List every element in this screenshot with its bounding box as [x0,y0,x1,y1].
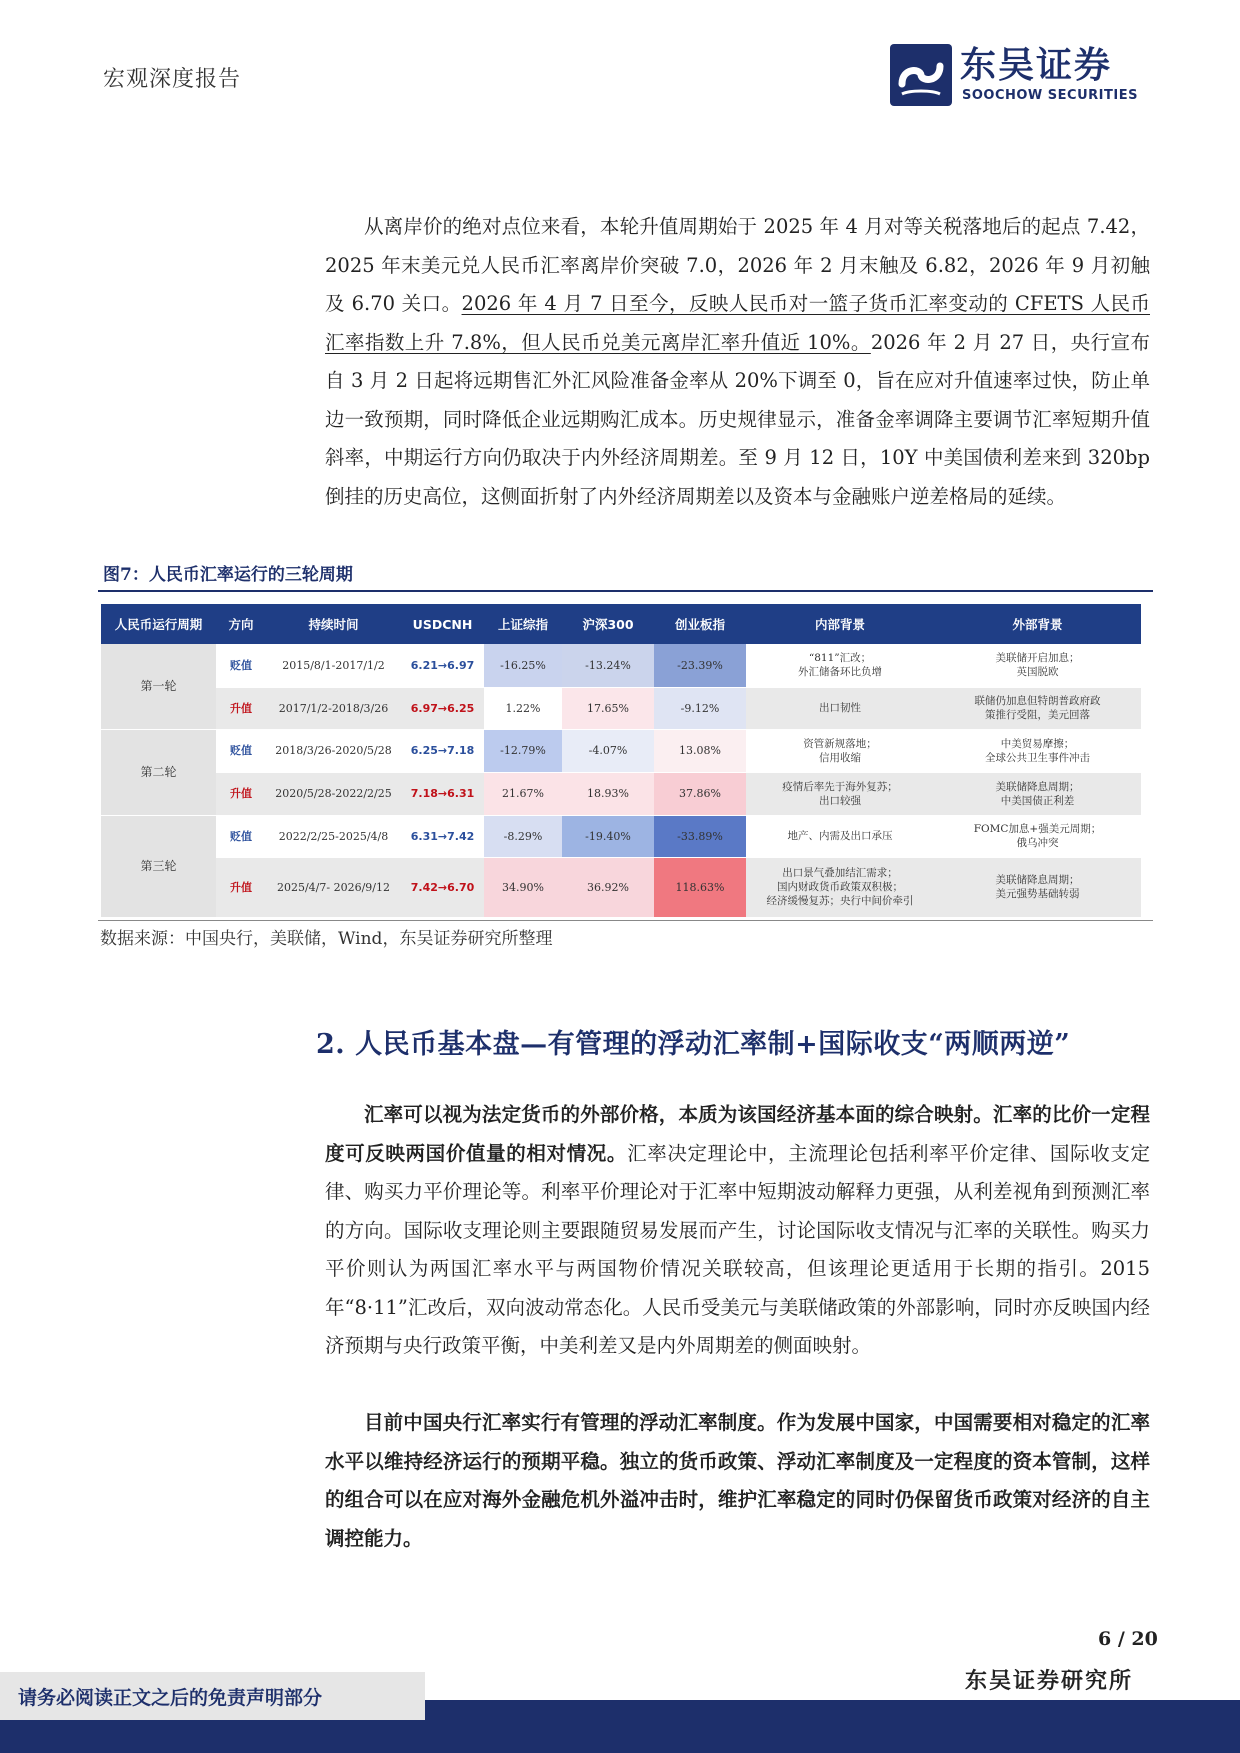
body-paragraph-1 [325,208,1150,516]
col-header: 人民币运行周期 [101,604,216,644]
direction-cell: 升值 [216,687,266,729]
logo-text-cn: 东吴证券 [960,45,1113,86]
period-cell: 2020/5/28-2022/2/25 [266,772,401,815]
round-label: 第一轮 [101,644,216,729]
chinext-cell: -33.89% [654,815,746,857]
chinext-cell: -23.39% [654,644,746,687]
direction-cell: 贬值 [216,815,266,857]
external-bg-cell: 美联储降息周期； 美元强势基础转弱 [934,857,1141,917]
figure-source: 数据来源：中国央行，美联储，Wind，东吴证券研究所整理 [100,929,553,949]
internal-bg-cell: “811”汇改； 外汇储备环比负增 [746,644,934,687]
internal-bg-cell: 资管新规落地； 信用收缩 [746,729,934,772]
usdcnh-cell: 6.25→7.18 [401,729,484,772]
col-header: 外部背景 [934,604,1141,644]
col-header: 方向 [216,604,266,644]
direction-cell: 升值 [216,857,266,917]
para3-bold: 目前中国央行汇率实行有管理的浮动汇率制度。作为发展中国家，中国需要相对稳定的汇率水平以维持经济运行的预期平稳。独立的货币政策、浮动汇率制度及一定程度的资本管制，这样的组合可以在应对海外金融危机外溢冲击时，维护汇率稳定的同时仍保留货币政策对经济的自主调控能力。 [325,1411,1150,1550]
internal-bg-cell: 地产、内需及出口承压 [746,815,934,857]
external-bg-cell: 中美贸易摩擦； 全球公共卫生事件冲击 [934,729,1141,772]
table-row [101,729,1141,772]
csi300-cell: -4.07% [562,729,654,772]
csi300-cell: -13.24% [562,644,654,687]
figure-top-rule [98,590,1153,592]
sse-cell: 21.67% [484,772,562,815]
csi300-cell: 17.65% [562,687,654,729]
usdcnh-cell: 7.18→6.31 [401,772,484,815]
disclaimer-text: 请务必阅读正文之后的免责声明部分 [18,1687,323,1709]
table-row [101,644,1141,687]
round-label: 第二轮 [101,729,216,815]
col-header: USDCNH [401,604,484,644]
page-number: 6 / 20 [1098,1628,1158,1650]
col-header: 持续时间 [266,604,401,644]
csi300-cell: 36.92% [562,857,654,917]
chinext-cell: 37.86% [654,772,746,815]
disclaimer-banner [0,1672,425,1720]
round-label: 第三轮 [101,815,216,917]
sse-cell: -8.29% [484,815,562,857]
period-cell: 2015/8/1-2017/1/2 [266,644,401,687]
table-row [101,815,1141,857]
chinext-cell: 13.08% [654,729,746,772]
table-row [101,772,1141,815]
logo-text-en: SOOCHOW SECURITIES [962,88,1138,103]
internal-bg-cell: 出口韧性 [746,687,934,729]
sse-cell: -12.79% [484,729,562,772]
footer-organization: 东吴证券研究所 [965,1668,1134,1694]
usdcnh-cell: 6.31→7.42 [401,815,484,857]
rmb-cycle-table [101,604,1141,918]
period-cell: 2025/4/7- 2026/9/12 [266,857,401,917]
external-bg-cell: 美联储降息周期； 中美国债正利差 [934,772,1141,815]
chinext-cell: 118.63% [654,857,746,917]
para2-bold: 汇率可以视为法定货币的外部价格，本质为该国经济基本面的综合映射。汇率的比价一定程度可反映两国价值量的相对情况。 [325,1103,1150,1165]
direction-cell: 贬值 [216,729,266,772]
external-bg-cell: 美联储开启加息； 英国脱欧 [934,644,1141,687]
body-paragraph-2 [325,1096,1150,1366]
csi300-cell: -19.40% [562,815,654,857]
usdcnh-cell: 7.42→6.70 [401,857,484,917]
para1-text-b: 2026 年 2 月 27 日，央行宣布自 3 月 2 日起将远期售汇外汇风险准备金率从 20%下调至 0，旨在应对升值速率过快，防止单边一致预期，同时降低企业远期购汇成本。历史规律显示，准备金率调降主要调节汇率短期升值斜率，中期运行方向仍取决于内外经济周期差。至 9 月 12 日，10Y 中美国债利差来到 320bp 倒挂的历史高位，这侧面折射了内外经济周期差以及资本与金融账户逆差格局的延续。 [325,330,1150,508]
external-bg-cell: FOMC加息+强美元周期； 俄乌冲突 [934,815,1141,857]
sse-cell: 1.22% [484,687,562,729]
internal-bg-cell: 疫情后率先于海外复苏； 出口较强 [746,772,934,815]
col-header: 内部背景 [746,604,934,644]
period-cell: 2018/3/26-2020/5/28 [266,729,401,772]
figure-title: 图7：人民币汇率运行的三轮周期 [103,565,353,585]
external-bg-cell: 联储仍加息但特朗普政府政 策推行受阻，美元回落 [934,687,1141,729]
period-cell: 2022/2/25-2025/4/8 [266,815,401,857]
chinext-cell: -9.12% [654,687,746,729]
internal-bg-cell: 出口景气叠加结汇需求； 国内财政货币政策双积极； 经济缓慢复苏；央行中间价牵引 [746,857,934,917]
period-cell: 2017/1/2-2018/3/26 [266,687,401,729]
table-row [101,857,1141,917]
para1-text-a: 从离岸价的绝对点位来看，本轮升值周期始于 2025 年 4 月对等关税落地后的起点 7.42，2025 年末美元兑人民币汇率离岸价突破 7.0，2026 年 2 月末触及 6.82，2026 年 9 月初触及 6.70 关口。 [325,215,1150,315]
company-logo [890,44,1150,106]
para2-text: 汇率决定理论中，主流理论包括利率平价定律、国际收支定律、购买力平价理论等。利率平价理论对于汇率中短期波动解释力更强，从利差视角到预测汇率的方向。国际收支理论则主要跟随贸易发展而产生，讨论国际收支情况与汇率的关联性。购买力平价则认为两国汇率水平与两国物价情况关联较高，但该理论更适用于长期的指引。2015 年“8·11”汇改后，双向波动常态化。人民币受美元与美联储政策的外部影响，同时亦反映国内经济预期与央行政策平衡，中美利差又是内外周期差的侧面映射。 [325,1141,1150,1357]
soochow-logo-icon [890,44,952,106]
para1-underlined: 2026 年 4 月 7 日至今，反映人民币对一篮子货币汇率变动的 CFETS 人民币汇率指数上升 7.8%，但人民币兑美元离岸汇率升值近 10%。 [325,292,1150,354]
col-header: 创业板指 [654,604,746,644]
sse-cell: 34.90% [484,857,562,917]
section-2-title: 2. 人民币基本盘—有管理的浮动汇率制+国际收支“两顺两逆” [316,1029,1071,1060]
report-type: 宏观深度报告 [103,67,242,92]
usdcnh-cell: 6.97→6.25 [401,687,484,729]
figure-bottom-rule [98,920,1153,921]
body-paragraph-3 [325,1404,1150,1558]
col-header: 上证综指 [484,604,562,644]
table-row [101,687,1141,729]
csi300-cell: 18.93% [562,772,654,815]
col-header: 沪深300 [562,604,654,644]
direction-cell: 升值 [216,772,266,815]
direction-cell: 贬值 [216,644,266,687]
sse-cell: -16.25% [484,644,562,687]
usdcnh-cell: 6.21→6.97 [401,644,484,687]
table-header-row [101,604,1141,644]
